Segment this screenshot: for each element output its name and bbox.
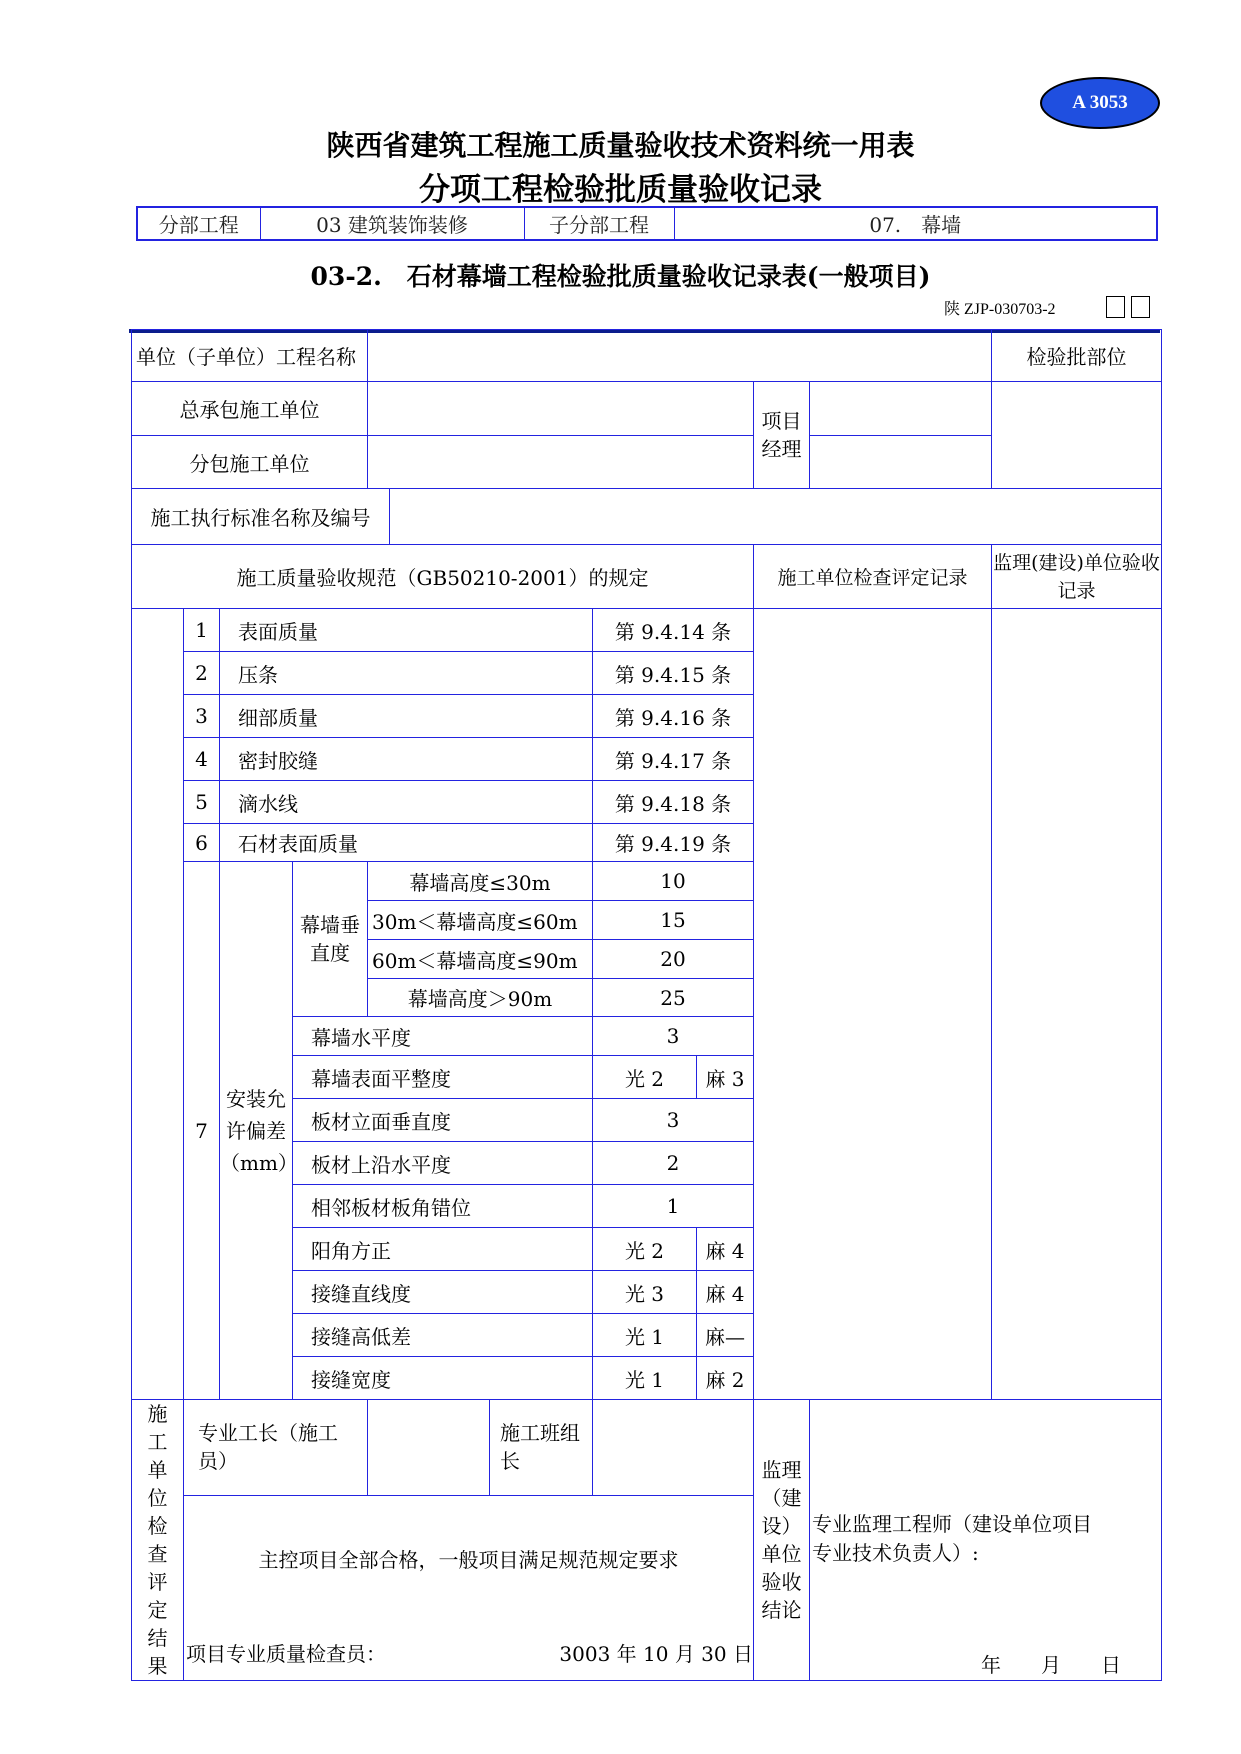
tolerance-group-label: 安装允许偏差（mm） (220, 862, 293, 1400)
supervisor-record-cell[interactable] (992, 609, 1162, 1400)
item-clause: 第 9.4.18 条 (593, 781, 754, 824)
code-checkbox-2[interactable] (1131, 296, 1150, 318)
tolerance-ma: 麻 3 (697, 1056, 754, 1099)
subdivision-label: 子分部工程 (524, 207, 674, 240)
division-value: 03 建筑装饰装修 (260, 207, 524, 240)
form-subtitle: 03-2. 石材幕墙工程检验批质量验收记录表(一般项目) (310, 262, 931, 291)
foreman-label: 专业工长（施工员） (184, 1400, 368, 1496)
unit-name-label: 单位（子单位）工程名称 (132, 330, 368, 382)
verticality-condition: 30m＜幕墙高度≤60m (368, 901, 593, 940)
tolerance-guang: 光 1 (593, 1357, 697, 1400)
verticality-label: 幕墙垂直度 (293, 862, 368, 1017)
supervisor-date: 年 月 日 (981, 1653, 1121, 1677)
item-name: 石材表面质量 (220, 824, 593, 862)
tolerance-ma: 麻 4 (697, 1271, 754, 1314)
item-no: 2 (184, 652, 220, 695)
verticality-value: 15 (593, 901, 754, 940)
tolerance-label: 幕墙表面平整度 (293, 1056, 593, 1099)
team-leader-field[interactable] (593, 1400, 754, 1496)
item-clause: 第 9.4.16 条 (593, 695, 754, 738)
tolerance-label: 相邻板材板角错位 (293, 1185, 593, 1228)
item-name: 滴水线 (220, 781, 593, 824)
general-contractor-field[interactable] (368, 382, 754, 436)
subcontractor-field[interactable] (368, 436, 754, 489)
tolerance-ma: 麻 4 (697, 1228, 754, 1271)
tolerance-value: 1 (593, 1185, 754, 1228)
inspection-part-label: 检验批部位 (992, 330, 1162, 382)
item-no: 7 (184, 862, 220, 1400)
verticality-condition: 60m＜幕墙高度≤90m (368, 940, 593, 979)
tolerance-label: 接缝高低差 (293, 1314, 593, 1357)
contractor-record-header: 施工单位检查评定记录 (754, 545, 992, 609)
item-name: 细部质量 (220, 695, 593, 738)
page-title-line1: 陕西省建筑工程施工质量验收技术资料统一用表 (326, 129, 915, 162)
tolerance-value: 2 (593, 1142, 754, 1185)
item-name: 密封胶缝 (220, 738, 593, 781)
inspector-label: 项目专业质量检查员： (184, 1624, 490, 1680)
form-code: 陕 ZJP-030703-2 (944, 301, 1056, 318)
verticality-condition: 幕墙高度≤30m (368, 862, 593, 901)
item-no: 3 (184, 695, 220, 738)
standard-label: 施工执行标准名称及编号 (132, 489, 390, 545)
team-leader-label: 施工班组 长 (490, 1400, 593, 1496)
item-category-cell (132, 609, 184, 1400)
project-manager-field-1[interactable] (810, 382, 992, 436)
tolerance-value: 3 (593, 1099, 754, 1142)
verticality-value: 10 (593, 862, 754, 901)
item-clause: 第 9.4.14 条 (593, 609, 754, 652)
supervisor-conclusion-label: 监理（建设）单位验收结论 (754, 1400, 810, 1681)
tolerance-value: 3 (593, 1017, 754, 1056)
supervisor-engineer-label: 专业监理工程师（建设单位项目专业技术负责人）: (812, 1512, 1092, 1565)
item-no: 6 (184, 824, 220, 862)
tolerance-label: 板材立面垂直度 (293, 1099, 593, 1142)
item-clause: 第 9.4.15 条 (593, 652, 754, 695)
foreman-field[interactable] (368, 1400, 490, 1496)
verticality-value: 20 (593, 940, 754, 979)
subdivision-value: 07. 幕墙 (674, 207, 1157, 240)
tolerance-guang: 光 3 (593, 1271, 697, 1314)
verticality-condition: 幕墙高度＞90m (368, 979, 593, 1017)
inspection-part-field[interactable] (992, 382, 1162, 489)
tolerance-guang: 光 2 (593, 1228, 697, 1271)
item-no: 4 (184, 738, 220, 781)
unit-name-field[interactable] (368, 330, 992, 382)
inspector-date: 3003 年 10 月 30 日 (490, 1624, 754, 1680)
tolerance-label: 阳角方正 (293, 1228, 593, 1271)
project-manager-field-2[interactable] (810, 436, 992, 489)
tolerance-guang: 光 2 (593, 1056, 697, 1099)
code-checkbox-1[interactable] (1106, 296, 1125, 318)
tolerance-label: 幕墙水平度 (293, 1017, 593, 1056)
tolerance-label: 板材上沿水平度 (293, 1142, 593, 1185)
item-clause: 第 9.4.19 条 (593, 824, 754, 862)
item-name: 压条 (220, 652, 593, 695)
supervisor-conclusion-cell[interactable] (810, 1400, 1162, 1681)
item-no: 1 (184, 609, 220, 652)
contractor-result-label: 施工单位检查评定结果 (132, 1400, 184, 1681)
item-clause: 第 9.4.17 条 (593, 738, 754, 781)
spec-column-header: 施工质量验收规范（GB50210-2001）的规定 (132, 545, 754, 609)
contractor-record-cell[interactable] (754, 609, 992, 1400)
tolerance-guang: 光 1 (593, 1314, 697, 1357)
form-number-badge: A 3053 (1040, 77, 1160, 129)
page-title-line2: 分项工程检验批质量验收记录 (419, 172, 822, 208)
division-label: 分部工程 (137, 207, 260, 240)
tolerance-ma: 麻— (697, 1314, 754, 1357)
item-no: 5 (184, 781, 220, 824)
tolerance-label: 接缝宽度 (293, 1357, 593, 1400)
division-header (136, 206, 1158, 241)
contractor-conclusion: 主控项目全部合格，一般项目满足规范规定要求 (184, 1495, 754, 1624)
inspection-table (131, 329, 1162, 1681)
project-manager-label: 项目经理 (754, 382, 810, 489)
item-name: 表面质量 (220, 609, 593, 652)
supervisor-record-header: 监理(建设)单位验收记录 (992, 545, 1162, 609)
subcontractor-label: 分包施工单位 (132, 436, 368, 489)
tolerance-ma: 麻 2 (697, 1357, 754, 1400)
general-contractor-label: 总承包施工单位 (132, 382, 368, 436)
tolerance-label: 接缝直线度 (293, 1271, 593, 1314)
standard-field[interactable] (390, 489, 1162, 545)
verticality-value: 25 (593, 979, 754, 1017)
